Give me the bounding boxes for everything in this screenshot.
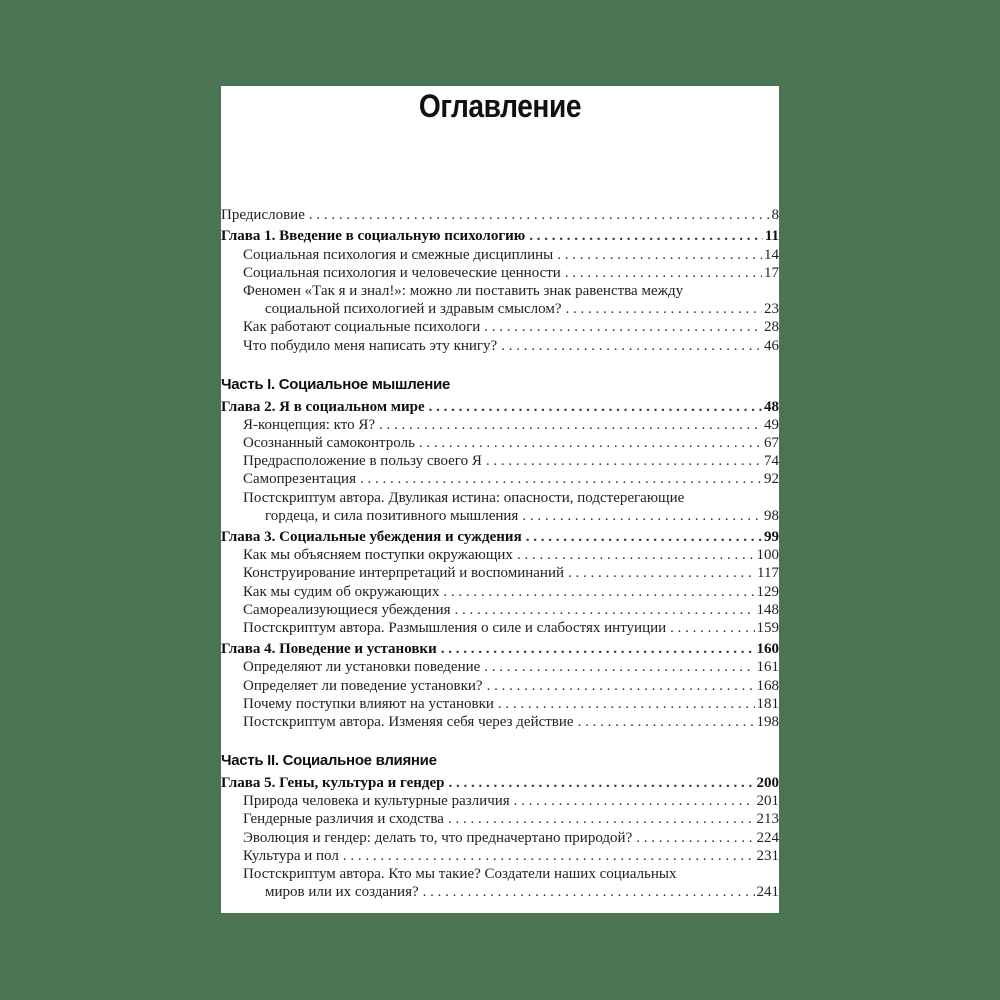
toc-section[interactable] [221,713,779,731]
toc-section[interactable] [221,582,779,600]
section-label: Постскриптум автора. Двуликая истина: опасности, подстерегающие [243,489,685,506]
leader-dots [565,264,762,282]
chapter-label: Глава 3. Социальные убеждения и суждения [221,529,522,545]
leader-dots [455,601,755,619]
leader-dots [419,434,762,452]
page-number: 100 [756,547,779,564]
toc-section-line1[interactable] [221,865,779,883]
section-label: социальной психологией и здравым смыслом? [265,301,562,318]
leader-dots [501,337,762,355]
leader-dots [360,470,762,488]
section-label: Самореализующиеся убеждения [243,601,451,618]
section-label: Почему поступки влияют на установки [243,695,494,712]
toc-section[interactable] [221,434,779,452]
page-number: 198 [756,713,779,730]
toc-section[interactable] [221,470,779,488]
section-label: Постскриптум автора. Изменяя себя через действие [243,713,574,730]
toc-section[interactable] [221,601,779,619]
page-number: 23 [764,301,779,318]
chapter-label: Глава 5. Гены, культура и гендер [221,775,445,792]
leader-dots [636,829,754,847]
leader-dots [309,206,770,224]
leader-dots [670,619,754,637]
section-label: Как мы судим об окружающих [243,583,440,600]
page-number: 129 [756,583,779,600]
section-label: Самопрезентация [243,471,356,488]
leader-dots [379,416,762,434]
toc-section[interactable] [221,336,779,354]
leader-dots [568,564,755,582]
page-number: 28 [764,319,779,336]
leader-dots [498,695,755,713]
section-label: миров или их создания? [265,884,419,901]
page-number: 8 [771,207,779,224]
toc-section[interactable] [221,452,779,470]
toc-section-line1[interactable] [221,488,779,506]
leader-dots [566,300,762,318]
page-number: 46 [764,337,779,354]
section-label: Определяет ли поведение установки? [243,677,483,694]
toc-section[interactable] [221,792,779,810]
leader-dots [529,227,763,245]
toc-section[interactable] [221,318,779,336]
page-number: 11 [764,228,779,245]
toc-part-1[interactable]: Часть I. Социальное мышление [221,375,451,393]
page-number: 200 [756,775,779,792]
toc-section[interactable] [221,264,779,282]
section-label: Осознанный самоконтроль [243,435,415,452]
section-label: Социальная психология и смежные дисциплины [243,246,554,263]
page-number: 181 [756,695,779,712]
table-of-contents [221,206,779,901]
toc-section-line2[interactable] [221,300,779,318]
leader-dots [487,677,755,695]
section-label: Я-концепция: кто Я? [243,416,375,433]
page-number: 148 [756,601,779,618]
toc-section[interactable] [221,416,779,434]
page-number: 74 [764,453,779,470]
toc-chapter-5[interactable] [221,774,779,792]
page-number: 201 [756,793,779,810]
leader-dots [423,883,755,901]
section-label: Эволюция и гендер: делать то, что предначертано природой? [243,829,633,846]
toc-section-line1[interactable] [221,282,779,300]
toc-part-2[interactable]: Часть II. Социальное влияние [221,751,437,769]
toc-chapter-4[interactable] [221,640,779,658]
leader-dots [443,583,754,601]
leader-dots [429,398,762,416]
page-number: 48 [764,398,779,415]
page-number: 14 [764,246,779,263]
section-label: гордеца, и сила позитивного мышления [265,507,519,524]
leader-dots [484,658,754,676]
leader-dots [526,528,762,546]
page-number: 168 [756,677,779,694]
toc-section[interactable] [221,245,779,263]
toc-chapter-3[interactable] [221,528,779,546]
leader-dots [514,792,755,810]
page-number: 241 [756,884,779,901]
leader-dots [484,318,762,336]
page-number: 231 [756,847,779,864]
page-title: Оглавление [418,88,582,124]
page-number: 49 [764,416,779,433]
page-number: 67 [764,435,779,452]
toc-section[interactable] [221,810,779,828]
toc-section[interactable] [221,619,779,637]
leader-dots [449,774,755,792]
leader-dots [522,507,762,525]
leader-dots [343,847,755,865]
page-number: 224 [756,829,779,846]
section-label: Постскриптум автора. Размышления о силе и слабостях интуиции [243,619,667,636]
page-number: 161 [756,659,779,676]
section-label: Культура и пол [243,847,339,864]
chapter-label: Глава 4. Поведение и установки [221,641,437,658]
toc-section-line2[interactable] [221,883,779,901]
page-number: 117 [757,565,779,582]
toc-section[interactable] [221,847,779,865]
page-number: 17 [764,264,779,281]
toc-chapter-1[interactable] [221,227,779,245]
leader-dots [441,640,755,658]
chapter-label: Глава 2. Я в социальном мире [221,398,425,415]
page-number: 159 [756,619,779,636]
page-number: 92 [764,471,779,488]
page-number: 213 [756,811,779,828]
leader-dots [557,246,762,264]
page-number: 99 [764,529,779,545]
toc-section-line2[interactable] [221,507,779,525]
section-label: Социальная психология и человеческие ценности [243,264,561,281]
section-label: Как работают социальные психологи [243,319,481,336]
page-number: 98 [764,507,779,524]
leader-dots [517,546,755,564]
book-page [221,86,779,913]
leader-dots [578,713,755,731]
toc-chapter-2[interactable] [221,398,779,416]
section-label: Конструирование интерпретаций и воспоминаний [243,565,565,582]
page-number: 160 [756,641,779,658]
section-label: Постскриптум автора. Кто мы такие? Создатели наших социальных [243,866,677,882]
toc-section[interactable] [221,658,779,676]
leader-dots [486,452,762,470]
section-label: Определяют ли установки поведение [243,659,481,676]
toc-section[interactable] [221,564,779,582]
toc-section[interactable] [221,546,779,564]
section-label: Природа человека и культурные различия [243,793,510,810]
entry-label: Предисловие [221,207,305,224]
chapter-label: Глава 1. Введение в социальную психологию [221,228,526,245]
leader-dots [448,810,755,828]
section-label: Гендерные различия и сходства [243,811,444,828]
toc-section[interactable] [221,828,779,846]
toc-entry-preface[interactable] [221,206,779,224]
section-label: Феномен «Так я и знал!»: можно ли поставить знак равенства между [243,282,684,299]
toc-section[interactable] [221,695,779,713]
section-label: Как мы объясняем поступки окружающих [243,547,513,564]
section-label: Предрасположение в пользу своего Я [243,453,482,470]
toc-section[interactable] [221,676,779,694]
section-label: Что побудило меня написать эту книгу? [243,337,498,354]
